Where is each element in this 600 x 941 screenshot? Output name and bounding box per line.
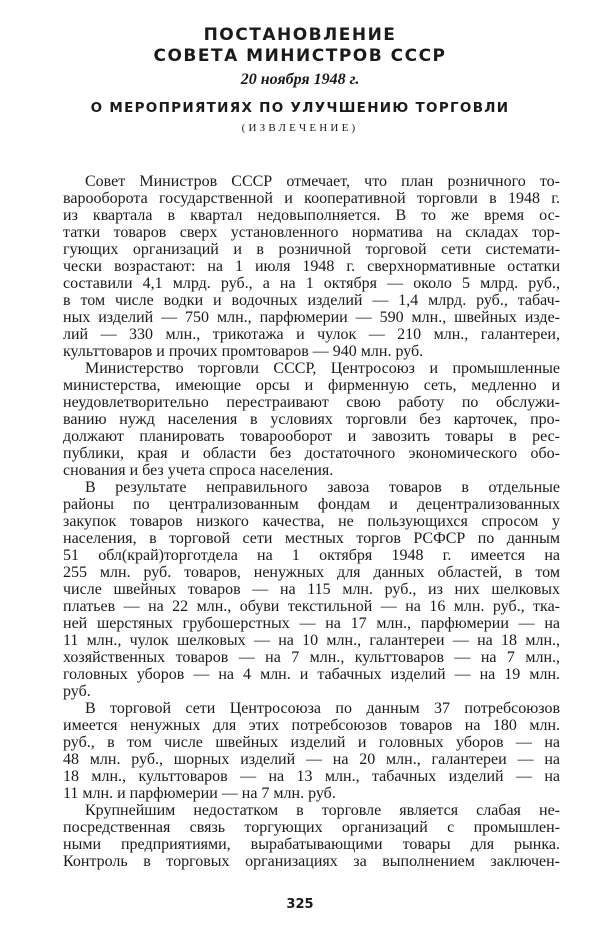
page-number: 325 bbox=[286, 897, 314, 912]
text-line: 51 обл(край)торготдела на 1 октября 1948 г. имеется на bbox=[63, 547, 560, 564]
text-line: из квартала в квартал недовыполняется. В то же время ос- bbox=[63, 207, 560, 224]
text-line: Совет Министров СССР отмечает, что план розничного то- bbox=[85, 173, 560, 190]
text-line: головных уборов — на 4 млн. и табачных изделий — на 19 млн. bbox=[63, 666, 560, 683]
text-line: хозяйственных товаров — на 7 млн., культтоваров — на 7 млн., bbox=[63, 649, 560, 666]
section-subtitle: (ИЗВЛЕЧЕНИЕ) bbox=[241, 122, 359, 134]
text-line: В торговой сети Центросоюза по данным 37 потребсоюзов bbox=[85, 700, 560, 717]
text-line: районы по централизованным фондам и децентрализованных bbox=[63, 496, 560, 513]
text-line: культтоваров и прочих промтоваров — 940 млн. руб. bbox=[63, 343, 424, 360]
text-line: лий — 330 млн., трикотажа и чулок — 210 млн., галантереи, bbox=[63, 326, 560, 343]
paragraph bbox=[63, 479, 560, 700]
text-line: числе швейных товаров — на 115 млн. руб., из них шелковых bbox=[63, 581, 560, 598]
text-line: руб. bbox=[63, 683, 91, 700]
section-heading: О МЕРОПРИЯТИЯХ ПО УЛУЧШЕНИЮ ТОРГОВЛИ bbox=[90, 100, 510, 116]
paragraph bbox=[63, 802, 560, 870]
text-line: Министерство торговли СССР, Центросоюз и промышленные bbox=[85, 360, 560, 377]
text-line: 11 млн., чулок шелковых — на 10 млн., галантереи — на 18 млн., bbox=[63, 632, 560, 649]
text-line: ных изделий — 750 млн., парфюмерии — 590 млн., швейных изде- bbox=[63, 309, 560, 326]
paragraph bbox=[63, 700, 560, 802]
text-line: публики, края и области без достаточного экономического обо- bbox=[63, 445, 560, 462]
text-line: руб., в том числе швейных изделий и головных уборов — на bbox=[63, 734, 560, 751]
text-line: Крупнейшим недостатком в торговле является слабая не- bbox=[85, 802, 560, 819]
text-line: составили 4,1 млрд. руб., а на 1 октября — около 5 млрд. руб., bbox=[63, 275, 560, 292]
text-line: должают планировать товарооборот и завозить товары в рес- bbox=[63, 428, 560, 445]
text-line: ванию нужд населения в условиях торговли без карточек, про- bbox=[63, 411, 560, 428]
text-line: населения, в торговой сети местных торгов РСФСР по данным bbox=[63, 530, 560, 547]
text-line: варооборота государственной и кооперативной торговли в 1948 г. bbox=[63, 190, 560, 207]
text-line: гующих организаций и в розничной торговой сети системати- bbox=[63, 241, 560, 258]
text-line: Контроль в торговых организациях за выполнением заключен- bbox=[63, 853, 560, 870]
paragraph bbox=[63, 173, 560, 360]
text-line: посредственная связь торгующих организаций с промышлен- bbox=[63, 819, 560, 836]
text-line: 11 млн. и парфюмерии — на 7 млн. руб. bbox=[63, 785, 336, 802]
text-line: В результате неправильного завоза товаров в отдельные bbox=[85, 479, 560, 496]
text-line: платьев — на 22 млн., обуви текстильной — на 16 млн. руб., тка- bbox=[63, 598, 560, 615]
document-title-line2: СОВЕТА МИНИСТРОВ СССР bbox=[153, 46, 447, 66]
text-line: закупок товаров низкого качества, не пользующихся спросом у bbox=[63, 513, 560, 530]
text-line: 48 млн. руб., шорных изделий — на 20 млн., галантереи — на bbox=[63, 751, 560, 768]
text-line: снования и без учета спроса населения. bbox=[63, 462, 334, 479]
text-line: 18 млн., культтоваров — на 13 млн., табачных изделий — на bbox=[63, 768, 560, 785]
body-text bbox=[63, 173, 560, 870]
document-date: 20 ноября 1948 г. bbox=[240, 71, 360, 88]
text-line: имеется ненужных для этих потребсоюзов товаров на 180 млн. bbox=[63, 717, 560, 734]
text-line: чески возрастают: на 1 июля 1948 г. сверхнормативные остатки bbox=[63, 258, 560, 275]
text-line: ными предприятиями, вырабатывающими товары для рынка. bbox=[63, 836, 560, 853]
text-line: министерства, имеющие орсы и фирменную сеть, медленно и bbox=[63, 377, 560, 394]
text-line: ней шерстяных грубошерстных — на 17 млн., парфюмерии — на bbox=[63, 615, 560, 632]
text-line: неудовлетворительно перестраивают свою работу по обслужи- bbox=[63, 394, 560, 411]
text-line: в том числе водки и водочных изделий — 1,4 млрд. руб., табач- bbox=[63, 292, 560, 309]
text-line: 255 млн. руб. товаров, ненужных для данных областей, в том bbox=[63, 564, 560, 581]
paragraph bbox=[63, 360, 560, 479]
document-title-line1: ПОСТАНОВЛЕНИЕ bbox=[203, 25, 397, 45]
text-line: татки товаров сверх установленного норматива на складах тор- bbox=[63, 224, 560, 241]
